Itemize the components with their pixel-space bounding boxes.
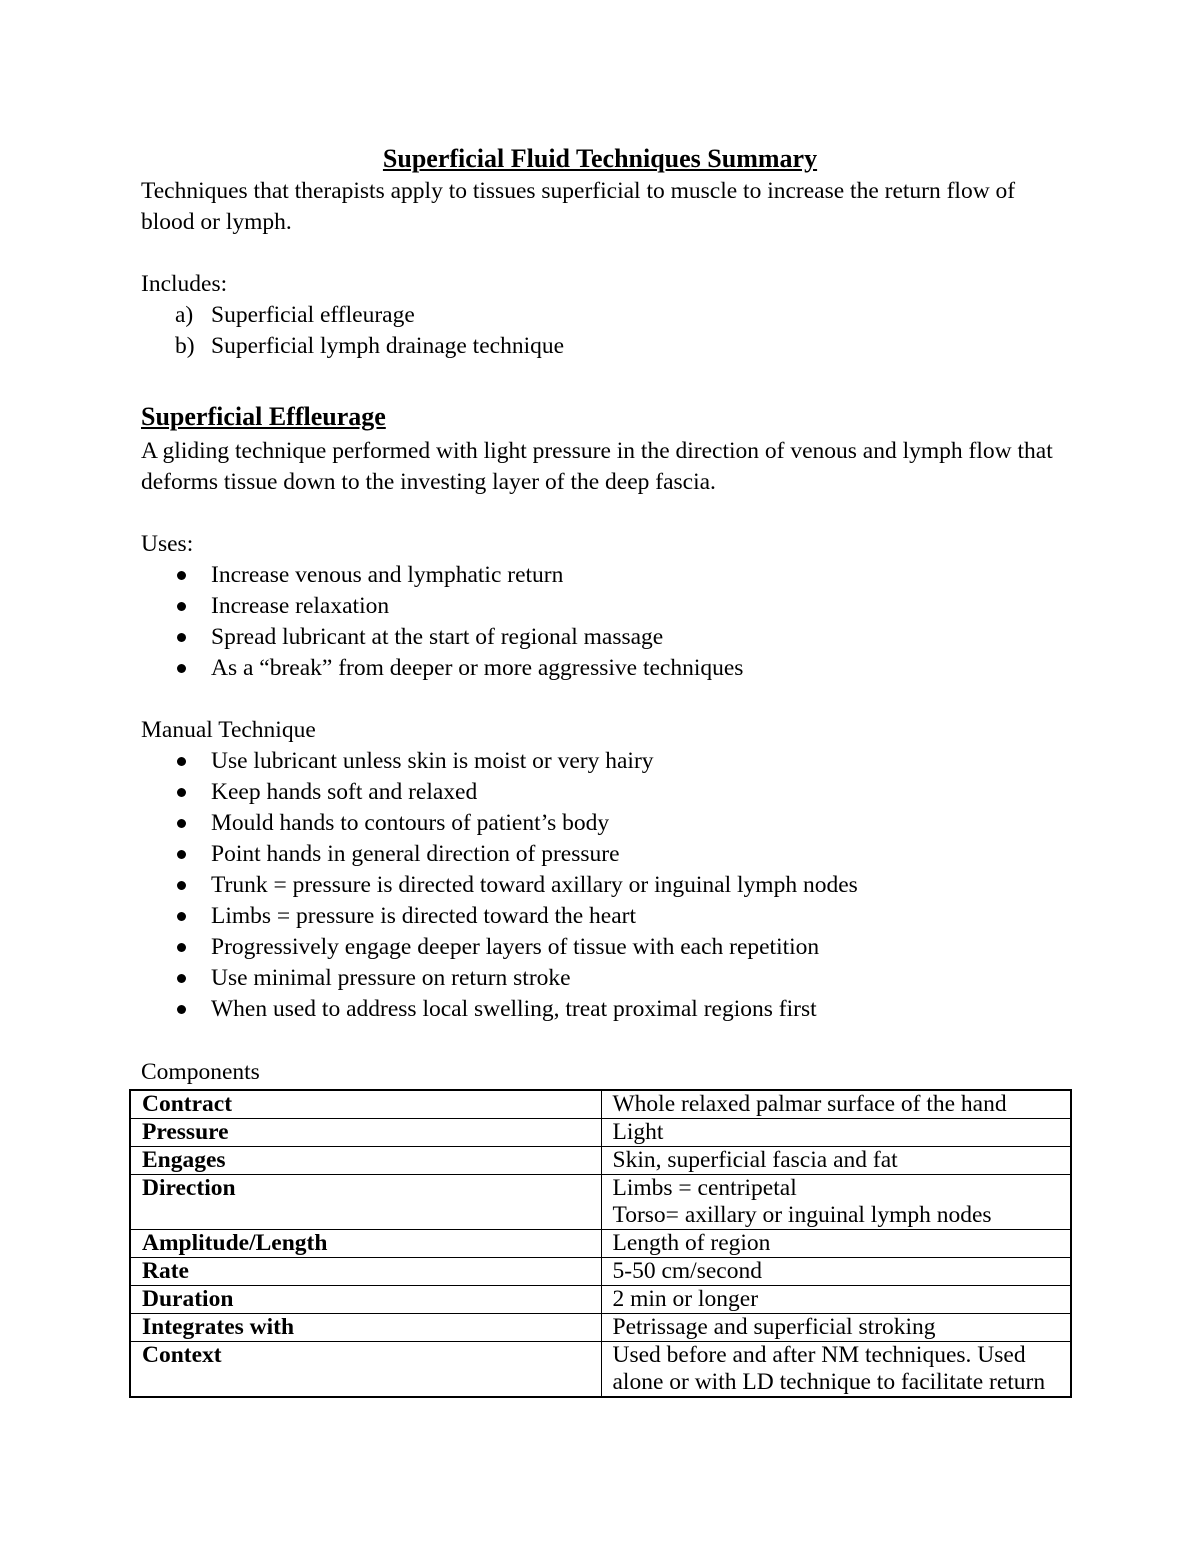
uses-item (141, 560, 1063, 591)
bullet-icon (177, 1005, 186, 1014)
bullet-icon (177, 943, 186, 952)
list-item-text: Superficial lymph drainage technique (211, 333, 565, 359)
list-item-text: Keep hands soft and relaxed (211, 779, 478, 805)
manual-technique-item (141, 777, 1063, 808)
list-item-text: Trunk = pressure is directed toward axillary or inguinal lymph nodes (211, 872, 858, 898)
component-property: Duration (130, 1286, 601, 1314)
includes-list (141, 300, 1063, 362)
list-item-text: Limbs = pressure is directed toward the heart (211, 903, 637, 929)
includes-item (141, 300, 1063, 331)
table-row (130, 1175, 1071, 1230)
effleurage-definition: A gliding technique performed with light pressure in the direction of venous and lymph flow that deforms tissue down to the investing layer of the deep fascia. (141, 438, 1053, 495)
manual-technique-list (141, 746, 1063, 1025)
uses-item (141, 591, 1063, 622)
component-value-line: Petrissage and superficial stroking (612, 1314, 936, 1340)
component-value-line: 5-50 cm/second (612, 1258, 762, 1284)
section-heading-effleurage: Superficial Effleurage (141, 402, 386, 431)
component-value-line: Skin, superficial fascia and fat (612, 1147, 898, 1173)
component-property: Direction (130, 1175, 601, 1230)
table-row (130, 1258, 1071, 1286)
uses-list (141, 560, 1063, 684)
list-item-text: As a “break” from deeper or more aggressive techniques (211, 655, 744, 681)
manual-technique-item (141, 808, 1063, 839)
component-value (601, 1286, 1071, 1314)
components-table-body (130, 1090, 1071, 1397)
manual-technique-item (141, 963, 1063, 994)
component-value-line: Torso= axillary or inguinal lymph nodes (612, 1202, 992, 1228)
list-item-text: Superficial effleurage (211, 302, 415, 328)
document-title: Superficial Fluid Techniques Summary (382, 144, 818, 173)
manual-technique-item (141, 994, 1063, 1025)
list-item-text: Increase venous and lymphatic return (211, 562, 564, 588)
component-value-line: Length of region (612, 1230, 771, 1256)
table-row (130, 1286, 1071, 1314)
includes-item (141, 331, 1063, 362)
component-value-line: Limbs = centripetal (612, 1175, 797, 1201)
bullet-icon (177, 881, 186, 890)
components-table (129, 1089, 1072, 1398)
uses-label: Uses: (141, 531, 194, 557)
list-item-text: Use lubricant unless skin is moist or very hairy (211, 748, 654, 774)
component-property: Pressure (130, 1119, 601, 1147)
table-row (130, 1090, 1071, 1119)
bullet-icon (177, 757, 186, 766)
manual-technique-item (141, 901, 1063, 932)
list-item-text: Progressively engage deeper layers of tissue with each repetition (211, 934, 820, 960)
component-value-line: Used before and after NM techniques. Used alone or with LD technique to facilitate return (612, 1342, 1046, 1395)
table-row (130, 1119, 1071, 1147)
manual-technique-item (141, 839, 1063, 870)
component-value (601, 1258, 1071, 1286)
list-marker: b) (175, 333, 195, 359)
list-item-text: Point hands in general direction of pressure (211, 841, 620, 867)
bullet-icon (177, 602, 186, 611)
component-property: Engages (130, 1147, 601, 1175)
component-value-line: 2 min or longer (612, 1286, 759, 1312)
list-marker: a) (175, 302, 194, 328)
list-item-text: Mould hands to contours of patient’s body (211, 810, 610, 836)
component-value (601, 1090, 1071, 1119)
component-value-line: Light (612, 1119, 664, 1145)
manual-technique-item (141, 870, 1063, 901)
component-property: Integrates with (130, 1314, 601, 1342)
component-value (601, 1342, 1071, 1398)
components-label: Components (141, 1059, 260, 1085)
component-property: Context (130, 1342, 601, 1398)
bullet-icon (177, 788, 186, 797)
manual-technique-item (141, 746, 1063, 777)
table-row (130, 1342, 1071, 1398)
component-value (601, 1314, 1071, 1342)
uses-item (141, 653, 1063, 684)
list-item-text: Use minimal pressure on return stroke (211, 965, 571, 991)
component-value (601, 1119, 1071, 1147)
list-item-text: Increase relaxation (211, 593, 390, 619)
bullet-icon (177, 633, 186, 642)
bullet-icon (177, 664, 186, 673)
includes-label: Includes: (141, 271, 228, 297)
manual-technique-label: Manual Technique (141, 717, 316, 743)
component-property: Amplitude/Length (130, 1230, 601, 1258)
bullet-icon (177, 571, 186, 580)
component-value (601, 1230, 1071, 1258)
list-item-text: Spread lubricant at the start of regional massage (211, 624, 664, 650)
table-row (130, 1147, 1071, 1175)
bullet-icon (177, 912, 186, 921)
component-property: Contract (130, 1090, 601, 1119)
intro-paragraph: Techniques that therapists apply to tissues superficial to muscle to increase the return flow of blood or lymph. (141, 178, 1016, 235)
bullet-icon (177, 850, 186, 859)
list-item-text: When used to address local swelling, treat proximal regions first (211, 996, 817, 1022)
bullet-icon (177, 819, 186, 828)
uses-item (141, 622, 1063, 653)
component-value (601, 1147, 1071, 1175)
table-row (130, 1314, 1071, 1342)
manual-technique-item (141, 932, 1063, 963)
table-row (130, 1230, 1071, 1258)
component-property: Rate (130, 1258, 601, 1286)
bullet-icon (177, 974, 186, 983)
component-value (601, 1175, 1071, 1230)
component-value-line: Whole relaxed palmar surface of the hand (612, 1091, 1007, 1117)
